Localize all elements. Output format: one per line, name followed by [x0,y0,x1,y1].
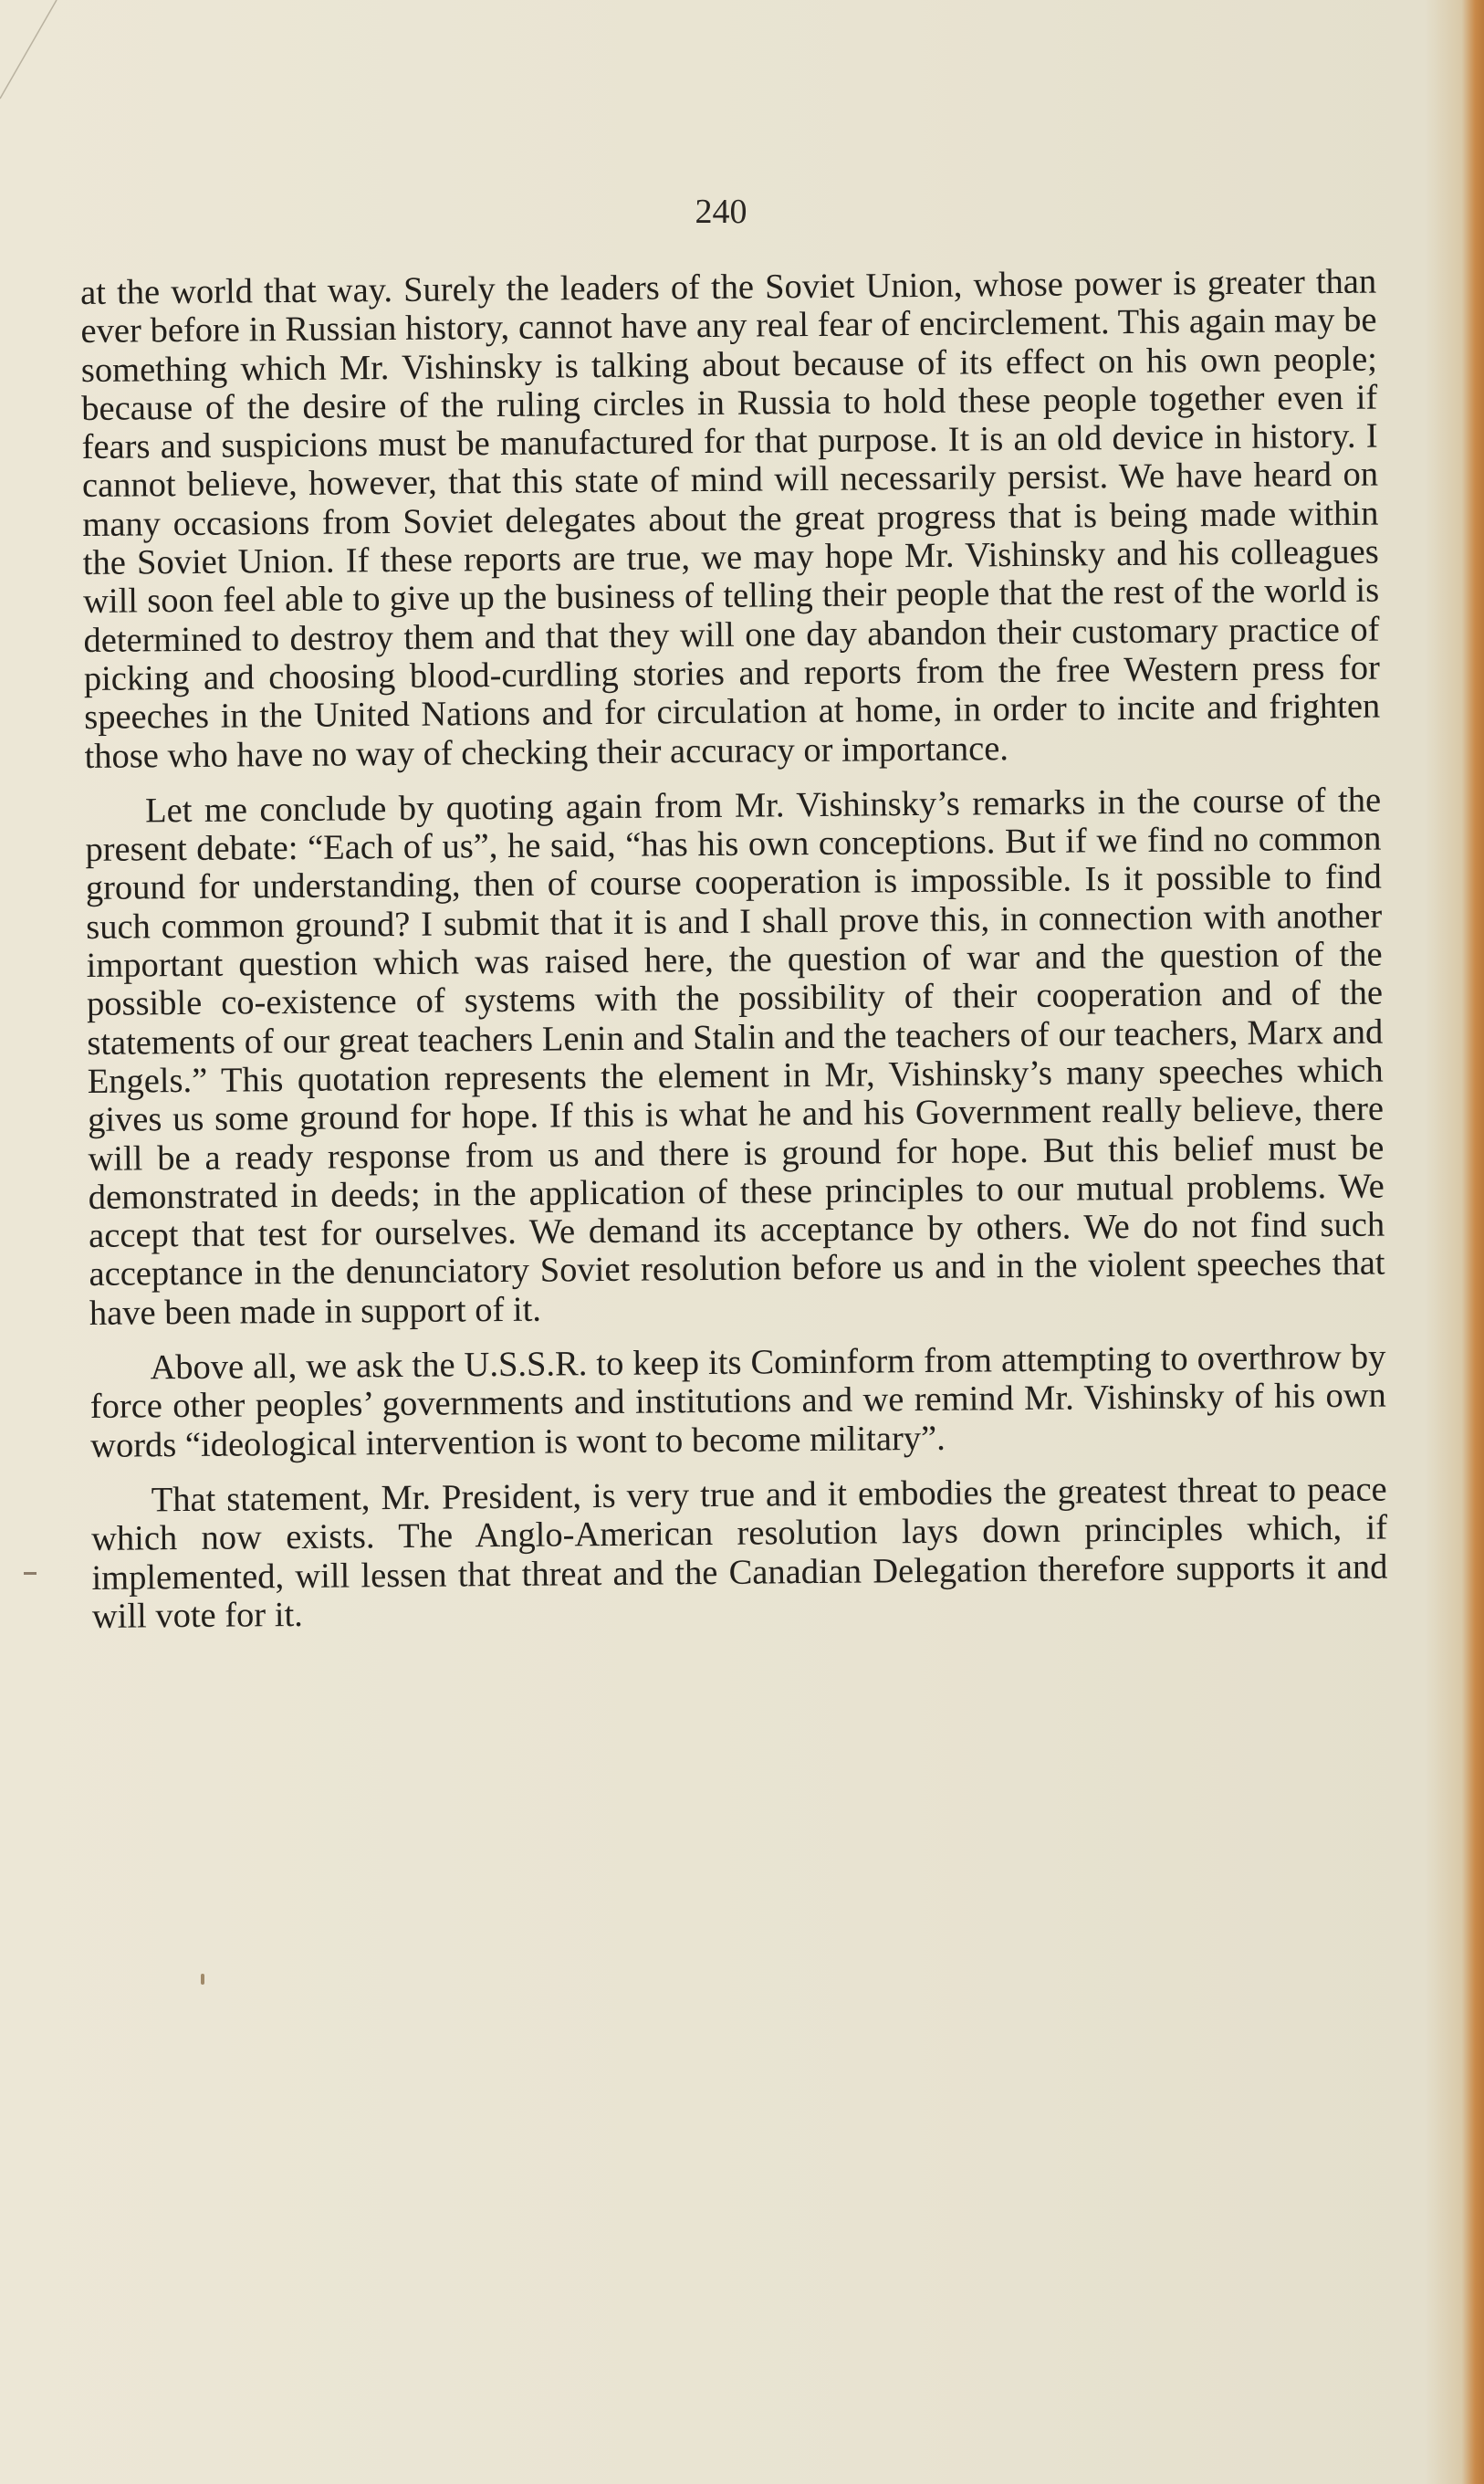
paragraph-3: Above all, we ask the U.S.S.R. to keep its Cominform from attempting to overthrow by force other peoples’ governments and institutions and we remind Mr. Vishinsky of his own words “ideological intervention is wont to become military”. [89,1337,1386,1465]
page-number: 240 [695,193,747,231]
paragraph-2: Let me conclude by quoting again from Mr. Vishinsky’s remarks in the course of the present debate: “Each of us”, he said, “has his own conceptions. But if we find no common ground for understanding, then of course cooperation is impossible. Is it possible to find such common ground? I submit that it is and I shall prove this, in connection with another important question which was raised here, the question of war and the question of the possible co-existence of systems with the possibility of their cooperation and of the statements of our great teachers Lenin and Stalin and the teachers of our teachers, Marx and Engels.” This quotation represents the element in Mr, Vishinsky’s many speeches which gives us some ground for hope. If this is what he and his Government really believe, there will be a ready response from us and there is ground for hope. But this belief must be demonstrated in deeds; in the application of these principles to our mutual problems. We accept that test for ourselves. We demand its acceptance by others. We do not find such acceptance in the denunciatory Soviet resolution before us and in the violent speeches that have been made in support of it. [85,781,1385,1333]
paragraph-4: That statement, Mr. President, is very true and it embodies the greatest threat to peace which now exists. The Anglo-American resolution lays down principles which, if implemented, will lessen that threat and the Canadian Delegation therefore supports it and will vote for it. [90,1470,1388,1636]
body-text [80,263,1388,1652]
margin-mark [24,1572,37,1575]
paragraph-1: at the world that way. Surely the leaders of the Soviet Union, whose power is greater than ever before in Russian history, cannot have any real fear of encirclement. This again may be something which Mr. Vishinsky is talking about because of its effect on his own people; because of the desire of the ruling circles in Russia to hold these people together even if fears and suspicions must be manufactured for that purpose. It is an old device in history. I cannot believe, however, that this state of mind will necessarily persist. We have heard on many occasions from Soviet delegates about the great progress that is being made within the Soviet Union. If these reports are true, we may hope Mr. Vishinsky and his colleagues will soon feel able to give up the business of telling their people that the rest of the world is determined to destroy them and that they will one day abandon their customary practice of picking and choosing blood-curdling stories and reports from the free Western press for speeches in the United Nations and for circulation at home, in order to incite and frighten those who have no way of checking their accuracy or importance. [80,262,1381,776]
paper-speck [201,1974,204,1985]
corner-fold-mark [0,0,73,100]
